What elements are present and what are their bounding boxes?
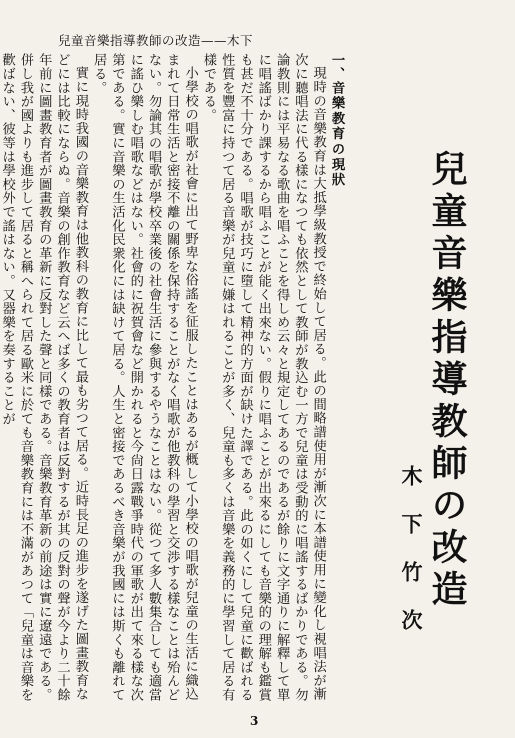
author-name: 木下竹次 (399, 465, 424, 657)
section-number: 一、 (329, 53, 344, 81)
article-body (0, 53, 345, 703)
section-heading: 音樂教育の現狀 (329, 80, 344, 188)
article-title: 兒童音樂指導教師の改造 (426, 150, 468, 612)
page-number: 3 (250, 714, 259, 728)
body-paragraph-2: 小學校の唱歌が社會に出て野卑な俗謠を征服したことはあるが概して小學校の唱歌が兒童の生活に織込まれて日常生活と密接不離の關係を保持することがなく唱歌が他教科の學習と交渉する樣なことは殆んどない。勿論其の唱歌が學校卒業後の社會生活に參與するやうなことはない。從つて多人數集合しても適當に謠ひ樂しむ唱歌などはない。社會的に祝賀會など開かれると今尙日露戰爭時代の軍歌が出て來る樣な次第である。實に音樂の生活化民衆化には缺けて居る。人生と密接であるべき音樂が我國には斯くも離れて居る。 (91, 53, 198, 702)
running-header: 兒童音樂指導教師の改造——木下 (58, 33, 254, 48)
section-heading-line (327, 53, 345, 703)
body-paragraph-3: 實に現時我國の音樂教育は他教科の教育に比して最も劣つて居る。近時長足の進步を遂げた圖畫教育などには比較にならぬ。音樂の創作教育など云へば多くの教育者は反對するが其の反對の聲が今より二十餘年前に圖畫教育者が圖畫教育の革新に反對した聲と同樣である。音樂教育革新の前途は實に遼遠である。併し我が國よりも進步して居ると稱へられて居る歐米に於ても音樂教育には不滿があつて「兒童は音樂を歡ばない、彼等は學校外で謠はない。又器樂を奏することが (0, 53, 88, 702)
body-paragraph-1: 現時の音樂教育は大抵學級教授で終始して居る。此の間略譜使用が漸次に本譜使用に變化し視唱法が漸次に聽唱法に代る樣になつても依然として教師が教込む一方で兒童は受動的に唱謠するばかりである。勿論教則には平易なる歌曲を唱ふことを得しめ云々と規定してあるのであるが餘りに文字通りに解釋して單に唱謠ばかり課するから唱ふことが能く出來ない。假りに唱ふことが出來るにしても音樂的の理解も鑑賞も甚だ不十分である。唱歌が技巧に墮して精神的方面が缺けた譯である。此の如くにして兒童に歡ばれる性質を豐富に持つて居る音樂が兒童に嫌はれることが多く、兒童も多くは音樂を義務的に學習して居る有樣である。 (200, 53, 326, 702)
